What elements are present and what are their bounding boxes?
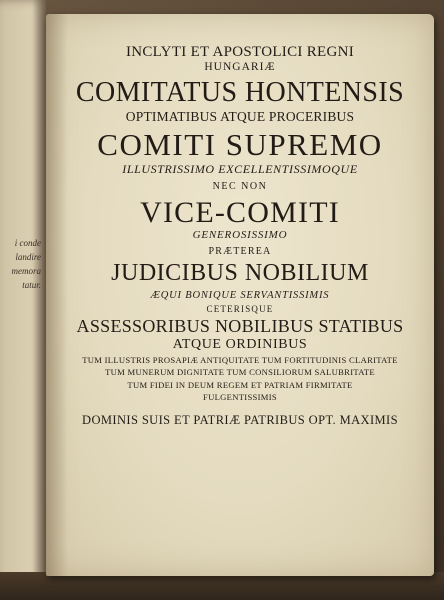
dedication-line: OPTIMATIBUS ATQUE PROCERIBUS <box>125 108 355 124</box>
left-page-fragment: memora <box>11 266 41 276</box>
dedication-line: TUM ILLUSTRIS PROSAPIÆ ANTIQUITATE TUM FORTITUDINIS CLARITATE <box>82 355 398 366</box>
title-page <box>46 14 434 576</box>
county-heading: COMITATUS HONTENSIS <box>75 76 405 108</box>
dedication-line: CETERISQUE <box>206 303 274 314</box>
assessoribus-heading: ASSESSORIBUS NOBILIBUS STATIBUS <box>76 315 404 336</box>
vice-comiti-heading: VICE-COMITI <box>140 195 340 229</box>
dedication-line: TUM MUNERUM DIGNITATE TUM CONSILIORUM SALUBRITATE <box>105 367 375 378</box>
dedication-line: HUNGARIÆ <box>204 61 276 74</box>
left-page-fragment: tatur. <box>22 280 41 290</box>
book-cover-edge <box>0 572 444 600</box>
dedication-line: ATQUE ORDINIBUS <box>172 337 308 353</box>
dedication-line: TUM FIDEI IN DEUM REGEM ET PATRIAM FIRMITATE <box>127 379 353 390</box>
closing-line: DOMINIS SUIS ET PATRIÆ PATRIBUS OPT. MAXIMIS <box>82 413 398 428</box>
left-page-fragment: i conde <box>14 238 41 248</box>
dedication-line: NEC NON <box>212 180 268 192</box>
left-page-fragment: landire <box>15 252 41 262</box>
dedication-line: FULGENTISSIMIS <box>203 392 277 403</box>
dedication-line: ÆQUI BONIQUE SERVANTISSIMIS <box>150 289 330 301</box>
dedication-line: ILLUSTRISSIMO EXCELLENTISSIMOQUE <box>122 161 358 176</box>
dedication-line: INCLYTI ET APOSTOLICI REGNI <box>125 44 355 60</box>
dedication-line: PRÆTEREA <box>208 245 272 257</box>
comiti-supremo-heading: COMITI SUPREMO <box>97 127 383 163</box>
dedication-text <box>56 44 424 428</box>
left-facing-page <box>0 0 46 600</box>
dedication-line: GENEROSISSIMO <box>192 229 288 242</box>
judicibus-heading: JUDICIBUS NOBILIUM <box>111 259 369 286</box>
